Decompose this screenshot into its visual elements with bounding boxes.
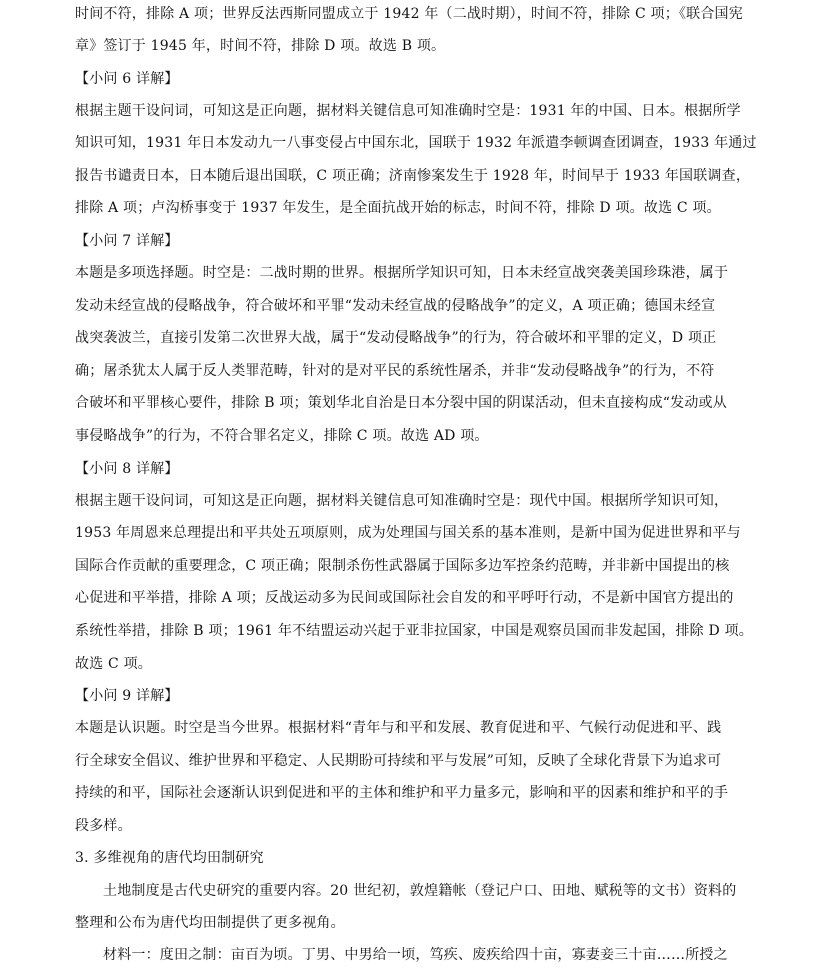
text-line: 报告书谴责日本，日本随后退出国联，C 项正确；济南惨案发生于 1928 年，时间早于 1933 年国联调查， bbox=[75, 168, 751, 184]
text-line: 国际合作贡献的重要理念，C 项正确；限制杀伤性武器属于国际多边军控条约范畴，并非新中国提出的核 bbox=[75, 558, 730, 574]
text-line: 土地制度是古代史研究的重要内容。20 世纪初，敦煌籍帐（登记户口、田地、赋税等的文书）资料的 bbox=[103, 883, 737, 899]
text-line: 根据主题干设问词，可知这是正向题，据材料关键信息可知准确时空是：现代中国。根据所学知识可知， bbox=[75, 493, 729, 509]
text-line: 心促进和平举措，排除 A 项；反战运动多为民间或国际社会自发的和平呼吁行动，不是新中国官方提出的 bbox=[75, 590, 734, 606]
text-line: 根据主题干设问词，可知这是正向题，据材料关键信息可知准确时空是：1931 年的中国、日本。根据所学 bbox=[75, 103, 741, 119]
text-line: 系统性举措，排除 B 项；1961 年不结盟运动兴起于亚非拉国家，中国是观察员国而非发起国，排除 D 项。 bbox=[75, 623, 753, 639]
question-heading: 【小问 6 详解】 bbox=[75, 71, 179, 87]
material-line: 材料一：度田之制：亩百为顷。丁男、中男给一顷，笃疾、废疾给四十亩，寡妻妾三十亩……所授之 bbox=[103, 947, 728, 963]
question-heading: 【小问 7 详解】 bbox=[75, 233, 179, 249]
text-line: 行全球安全倡议、维护世界和平稳定、人民期盼可持续和平与发展”可知，反映了全球化背景下为追求可 bbox=[75, 753, 722, 769]
text-line: 段多样。 bbox=[75, 818, 132, 834]
text-line: 1953 年周恩来总理提出和平共处五项原则，成为处理国与国关系的基本准则，是新中国为促进世界和平与 bbox=[75, 525, 741, 541]
text-line: 确；屠杀犹太人属于反人类罪范畴，针对的是对平民的系统性屠杀，并非“发动侵略战争”的行为，不符 bbox=[75, 363, 715, 379]
text-line: 故选 C 项。 bbox=[75, 656, 153, 672]
text-line: 事侵略战争”的行为，不符合罪名定义，排除 C 项。故选 AD 项。 bbox=[75, 428, 489, 444]
text-line: 战突袭波兰，直接引发第二次世界大战，属于“发动侵略战争”的行为，符合破坏和平罪的定义，D 项正 bbox=[75, 330, 717, 346]
question-heading: 【小问 9 详解】 bbox=[75, 688, 179, 704]
text-line: 本题是多项选择题。时空是：二战时期的世界。根据所学知识可知，日本未经宣战突袭美国珍珠港，属于 bbox=[75, 265, 729, 281]
text-line: 本题是认识题。时空是当今世界。根据材料“青年与和平和发展、教育促进和平、气候行动促进和平、践 bbox=[75, 720, 722, 736]
text-line: 合破坏和平罪核心要件，排除 B 项；策划华北自治是日本分裂中国的阴谋活动，但未直接构成“发动或从 bbox=[75, 395, 727, 411]
text-line: 整理和公布为唐代均田制提供了更多视角。 bbox=[75, 915, 345, 931]
question-heading: 【小问 8 详解】 bbox=[75, 461, 179, 477]
text-line: 排除 A 项；卢沟桥事变于 1937 年发生，是全面抗战开始的标志，时间不符，排除 D 项。故选 C 项。 bbox=[75, 200, 721, 216]
text-line: 知识可知，1931 年日本发动九一八事变侵占中国东北，国联于 1932 年派遣李顿调查团调查，1933 年通过 bbox=[75, 135, 757, 151]
text-line: 时间不符，排除 A 项；世界反法西斯同盟成立于 1942 年（二战时期），时间不符，排除 C 项；《联合国宪 bbox=[75, 6, 743, 22]
text-line: 持续的和平，国际社会逐渐认识到促进和平的主体和维护和平力量多元，影响和平的因素和维护和平的手 bbox=[75, 785, 729, 801]
text-line: 章》签订于 1945 年，时间不符，排除 D 项。故选 B 项。 bbox=[75, 38, 446, 54]
text-line: 发动未经宣战的侵略战争，符合破坏和平罪“发动未经宣战的侵略战争”的定义，A 项正确；德国未经宣 bbox=[75, 298, 716, 314]
section-title: 3. 多维视角的唐代均田制研究 bbox=[75, 850, 264, 866]
